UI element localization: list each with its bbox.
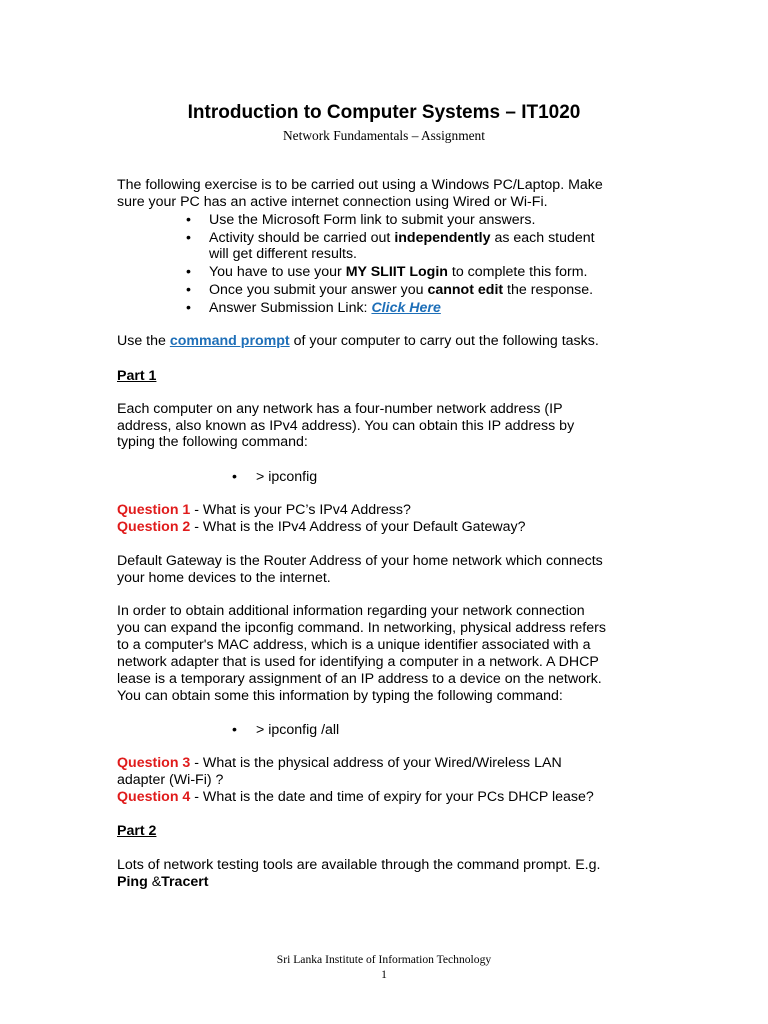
dhcp-paragraph-line: You can obtain some this information by typing the following command: — [117, 688, 563, 704]
document-subtitle: Network Fundamentals – Assignment — [283, 128, 485, 143]
part-2-heading: Part 2 — [117, 823, 157, 839]
bullet-text: Once you submit your answer you cannot edit the response. — [209, 282, 594, 298]
ping-tool: Ping — [117, 874, 148, 890]
bullet-icon: • — [186, 212, 191, 228]
bullet-text: Answer Submission Link: Click Here — [209, 300, 441, 316]
emphasis-login: MY SLIIT Login — [345, 264, 448, 280]
dhcp-paragraph-line: network adapter that is used for identifying a computer in a network. A DHCP — [117, 654, 599, 670]
bullet-icon: • — [186, 282, 191, 298]
intro-line-1: The following exercise is to be carried out using a Windows PC/Laptop. Make — [117, 177, 603, 193]
dhcp-paragraph-line: In order to obtain additional information regarding your network connection — [117, 603, 585, 619]
bullet-icon: • — [232, 469, 237, 485]
question-3-label: Question 3 — [117, 755, 191, 771]
dhcp-paragraph-line: lease is a temporary assignment of an IP address to a device on the network. — [117, 671, 602, 687]
tracert-tool: Tracert — [161, 874, 209, 890]
bullet-icon: • — [232, 722, 237, 738]
intro-line-2: sure your PC has an active internet connection using Wired or Wi-Fi. — [117, 194, 548, 210]
question-1-label: Question 1 — [117, 502, 191, 518]
command-prompt-instruction: Use the command prompt of your computer to carry out the following tasks. — [117, 333, 599, 349]
ipconfig-all-command: > ipconfig /all — [256, 722, 340, 738]
question-3: Question 3 - What is the physical address of your Wired/Wireless LAN — [117, 755, 562, 771]
emphasis-cannot-edit: cannot edit — [427, 282, 504, 298]
bullet-text: will get different results. — [209, 246, 357, 262]
dhcp-paragraph-line: to a computer's MAC address, which is a unique identifier associated with a — [117, 637, 591, 653]
document-title: Introduction to Computer Systems – IT1020 — [187, 102, 581, 123]
part1-paragraph-1-line: Each computer on any network has a four-number network address (IP — [117, 401, 563, 417]
part2-tools-line: Ping &Tracert — [117, 874, 209, 890]
question-4-label: Question 4 — [117, 789, 191, 805]
question-1: Question 1 - What is your PC’s IPv4 Address? — [117, 502, 411, 518]
question-2: Question 2 - What is the IPv4 Address of your Default Gateway? — [117, 519, 526, 535]
question-2-label: Question 2 — [117, 519, 191, 535]
command-prompt-link[interactable]: command prompt — [169, 333, 290, 349]
ipconfig-command: > ipconfig — [256, 469, 318, 485]
bullet-text: You have to use your MY SLIIT Login to complete this form. — [209, 264, 588, 280]
question-3-continuation: adapter (Wi-Fi) ? — [117, 772, 224, 788]
bullet-text: Activity should be carried out independently as each student — [209, 230, 595, 246]
part2-paragraph-line: Lots of network testing tools are available through the command prompt. E.g. — [117, 857, 601, 873]
dhcp-paragraph-line: you can expand the ipconfig command. In networking, physical address refers — [117, 620, 606, 636]
gateway-paragraph-line: Default Gateway is the Router Address of your home network which connects — [117, 553, 603, 569]
part-1-heading: Part 1 — [117, 368, 157, 384]
part1-paragraph-1-line: typing the following command: — [117, 434, 308, 450]
submission-link[interactable]: Click Here — [371, 300, 441, 316]
part1-paragraph-1-line: address, also known as IPv4 address). You can obtain this IP address by — [117, 418, 575, 434]
bullet-icon: • — [186, 264, 191, 280]
footer-institute: Sri Lanka Institute of Information Technology — [276, 953, 492, 966]
bullet-icon: • — [186, 300, 191, 316]
question-4: Question 4 - What is the date and time of expiry for your PCs DHCP lease? — [117, 789, 594, 805]
bullet-text: Use the Microsoft Form link to submit your answers. — [209, 212, 536, 228]
page-number: 1 — [381, 968, 387, 981]
bullet-icon: • — [186, 230, 191, 246]
gateway-paragraph-line: your home devices to the internet. — [117, 570, 331, 586]
emphasis-independently: independently — [394, 230, 491, 246]
